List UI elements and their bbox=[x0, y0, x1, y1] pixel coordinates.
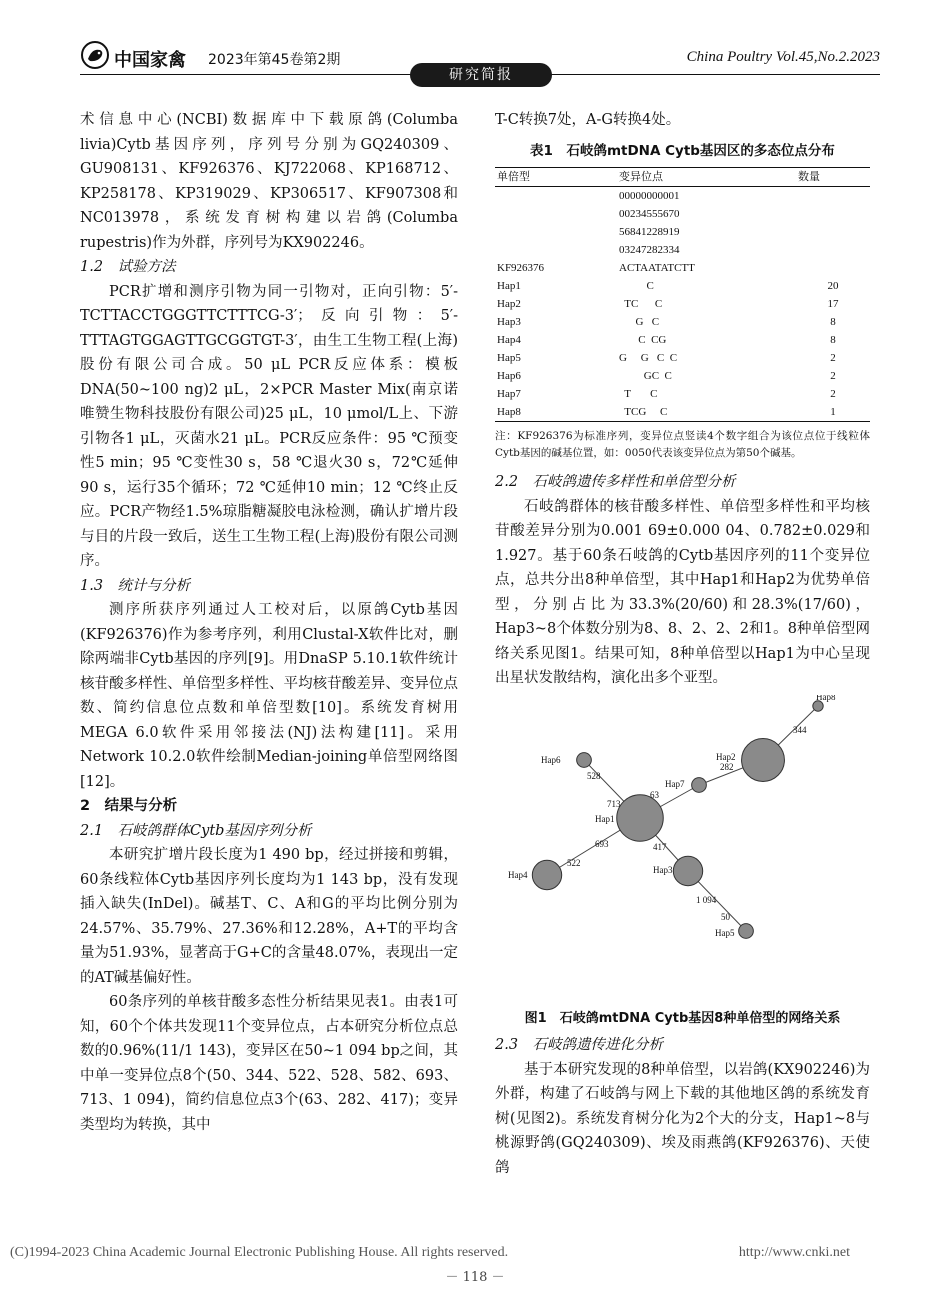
table-cell: 03247282334 bbox=[619, 244, 680, 256]
table-cell: C bbox=[619, 280, 654, 292]
table-cell: 2 bbox=[830, 388, 836, 400]
section-tag: 研究简报 bbox=[410, 63, 552, 87]
table-cell: 1 bbox=[796, 403, 870, 422]
table-row bbox=[495, 313, 870, 331]
table-cell: Hap2 bbox=[497, 298, 521, 310]
right-column bbox=[495, 108, 870, 1180]
table-cell bbox=[796, 259, 870, 277]
journal-brand: 中国家禽 bbox=[114, 50, 186, 71]
table-cell: Hap8 bbox=[495, 403, 617, 422]
node-label: Hap6 bbox=[541, 754, 561, 765]
table-row bbox=[495, 259, 870, 277]
table-header: 单倍型 bbox=[495, 168, 617, 187]
table-row bbox=[495, 223, 870, 241]
section-heading: 2 结果与分析 bbox=[80, 798, 178, 814]
table-row bbox=[495, 187, 870, 206]
journal-english: China Poultry Vol.45,No.2.2023 bbox=[686, 49, 880, 65]
table-cell bbox=[495, 205, 617, 223]
page-number: － 118 － bbox=[445, 1270, 505, 1285]
table-cell: G G C C bbox=[619, 352, 678, 364]
table-note: 注：KF926376为标准序列，变异位点竖读4个数字组合为该位点位于线粒体Cytb基因的碱基位置，如：0050代表该变异位点为第50个碱基。 bbox=[495, 430, 870, 459]
table-row bbox=[495, 385, 870, 403]
paragraph: PCR扩增和测序引物为同一引物对，正向引物：5′-TCTTACCTGGGTTCTTTCG-3′；反向引物：5′-TTTAGTGGAGTTGCGGTGT-3′，由生工生物工程(上海)股份有限公司合成。50 μL PCR反应体系：模板DNA(50~100 ng)2 μL，2×PCR Master Mix(南京诺唯赞生物科技股份有限公司)25 μL，10 μmol/L上、下游引物各1 μL，灭菌水21 μL。PCR反应条件：95 ℃预变性5 min；95 ℃变性30 s，58 ℃退火30 s，72℃延伸90 s，运行35个循环；72 ℃延伸10 min；12 ℃终止反应。PCR产物经1.5%琼脂糖凝胶电泳检测，确认扩增片段与目的片段一致后，送生工生物工程(上海)股份有限公司测序。 bbox=[80, 283, 458, 569]
table-cell: 8 bbox=[830, 334, 836, 346]
subsection-heading: 2.2 石岐鸽遗传多样性和单倍型分析 bbox=[495, 474, 736, 490]
paragraph: 60条序列的单核苷酸多态性分析结果见表1。由表1可知，60个个体共发现11个变异位点，占本研究分析位点总数的0.96%(11/1 143)，变异区在50~1 094 bp之间，其中单一变异位点8个(50、344、522、528、582、693、713、1 094)，简约信息位点3个(63、282、417)；变异类型均为转换，其中 bbox=[80, 994, 458, 1133]
footer bbox=[10, 1245, 940, 1261]
subsection-heading: 1.3 统计与分析 bbox=[80, 577, 191, 594]
table-row bbox=[495, 331, 870, 349]
node-label: Hap5 bbox=[715, 927, 735, 938]
table-caption: 表1 石岐鸽mtDNA Cytb基因区的多态位点分布 bbox=[530, 142, 835, 159]
haplotype-network-figure bbox=[495, 695, 870, 1005]
node-label: Hap7 bbox=[665, 778, 685, 789]
node-label: Hap8 bbox=[816, 694, 836, 702]
node-label: Hap3 bbox=[653, 864, 673, 875]
table-cell bbox=[796, 205, 870, 223]
table-row bbox=[495, 367, 870, 385]
edge-label: 528 bbox=[587, 770, 601, 781]
table-cell bbox=[495, 187, 617, 206]
subsection-heading: 2.1 石岐鸽群体Cytb基因序列分析 bbox=[80, 822, 312, 839]
edge-label: 522 bbox=[567, 857, 581, 868]
journal-logo-icon bbox=[80, 40, 110, 70]
node-label: Hap1 bbox=[595, 813, 615, 824]
table-cell: Hap6 bbox=[497, 370, 521, 382]
haplotype-node bbox=[739, 923, 754, 938]
haplotype-node bbox=[577, 752, 592, 767]
table-row bbox=[495, 349, 870, 367]
table-cell: 20 bbox=[827, 280, 839, 292]
table-header: 变异位点 bbox=[617, 168, 796, 187]
haplotype-node bbox=[742, 738, 785, 781]
table-cell: KF926376 bbox=[497, 262, 545, 274]
footer-url[interactable]: http://www.cnki.net bbox=[738, 1245, 850, 1260]
table-cell: 8 bbox=[830, 316, 836, 328]
table-cell: GC C bbox=[619, 370, 672, 382]
edge-label: 713 bbox=[607, 798, 621, 809]
table-cell: TC C bbox=[619, 298, 663, 310]
table-cell: 56841228919 bbox=[619, 226, 680, 238]
node-label: Hap4 bbox=[508, 869, 528, 880]
table-cell: 2 bbox=[830, 370, 836, 382]
table-cell: 2 bbox=[830, 352, 836, 364]
node-label: Hap2 bbox=[716, 751, 736, 762]
haplotype-node bbox=[673, 856, 702, 885]
copyright: (C)1994-2023 China Academic Journal Electronic Publishing House. All rights reserved. bbox=[10, 1245, 509, 1260]
table-header: 数量 bbox=[796, 168, 870, 187]
haplotype-node bbox=[532, 860, 561, 889]
table-row bbox=[495, 295, 870, 313]
edge-label: 1 094 bbox=[696, 894, 717, 905]
paragraph: T-C转换7处，A-G转换4处。 bbox=[495, 112, 681, 128]
edge-label: 344 bbox=[793, 724, 807, 735]
figure-caption: 图1 石岐鸽mtDNA Cytb基因8种单倍型的网络关系 bbox=[524, 1010, 841, 1026]
table-cell: G C bbox=[619, 316, 660, 328]
paragraph: 测序所获序列通过人工校对后，以原鸽Cytb基因(KF926376)作为参考序列，利用Clustal-X软件比对，删除两端非Cytb基因的序列[9]。用DnaSP 5.10.1软件统计核苷酸多样性、单倍型多样性、平均核苷酸差异、变异位点数、简约信息位点数和单倍型数[10]。系统发育树用MEGA 6.0软件采用邻接法(NJ)法构建[11]。采用Network 10.2.0软件绘制Median-joining单倍型网络图[12]。 bbox=[80, 602, 458, 790]
haplotype-node bbox=[692, 777, 707, 792]
haplotype-node bbox=[617, 794, 664, 841]
edge-label: 693 bbox=[595, 838, 609, 849]
table-row bbox=[495, 241, 870, 259]
table-cell: 00234555670 bbox=[619, 208, 680, 220]
table-cell bbox=[796, 187, 870, 206]
table-cell: Hap7 bbox=[497, 388, 521, 400]
table-cell: TCG C bbox=[617, 403, 796, 422]
table-cell: 17 bbox=[827, 298, 839, 310]
paragraph: 术信息中心(NCBI)数据库中下载原鸽(Columba livia)Cytb基因序列，序列号分别为GQ240309、GU908131、KF926376、KJ722068、KP168712、KP258178、KP319029、KP306517、KF907308和NC013978，系统发育树构建以岩鸽(Columba rupestris)作为外群，序列号为KX902246。 bbox=[80, 112, 458, 251]
polymorphism-table bbox=[495, 167, 870, 422]
issue-info: 2023年第45卷第2期 bbox=[208, 52, 341, 68]
edge-label: 417 bbox=[653, 841, 667, 852]
table-row bbox=[495, 205, 870, 223]
paragraph: 石岐鸽群体的核苷酸多样性、单倍型多样性和平均核苷酸差异分别为0.001 69±0.000 04、0.782±0.029和1.927。基于60条石岐鸽的Cytb基因序列的11个变异位点，总共分出8种单倍型，其中Hap1和Hap2为优势单倍型，分别占比为33.3%(20/60)和28.3%(17/60)，Hap3~8个体数分别为8、8、2、2、2和1。8种单倍型网络关系见图1。结果可知，8种单倍型以Hap1为中心呈现出星状发散结构，演化出多个亚型。 bbox=[495, 498, 870, 686]
subsection-heading: 1.2 试验方法 bbox=[80, 259, 176, 275]
table-cell: Hap5 bbox=[497, 352, 521, 364]
subsection-heading: 2.3 石岐鸽遗传进化分析 bbox=[495, 1037, 664, 1053]
table-row bbox=[495, 403, 870, 422]
left-column bbox=[80, 108, 458, 1137]
table-cell: Hap3 bbox=[497, 316, 521, 328]
network-diagram bbox=[495, 695, 870, 1005]
table-cell: Hap1 bbox=[497, 280, 521, 292]
paragraph: 本研究扩增片段长度为1 490 bp，经过拼接和剪辑，60条线粒体Cytb基因序列长度均为1 143 bp，没有发现插入缺失(InDel)。碱基T、C、A和G的平均比例分别为24.57%、35.79%、27.36%和12.28%，A+T的平均含量为51.93%，显著高于G+C的含量48.07%，表现出一定的AT碱基偏好性。 bbox=[80, 847, 458, 986]
table-cell: 00000000001 bbox=[619, 190, 680, 202]
table-cell bbox=[796, 241, 870, 259]
table-cell: T C bbox=[619, 388, 658, 400]
haplotype-node bbox=[813, 700, 823, 710]
edge-label: 282 bbox=[720, 761, 734, 772]
table-cell: ACTAATATCTT bbox=[619, 262, 695, 274]
table-row bbox=[495, 277, 870, 295]
table-cell bbox=[495, 223, 617, 241]
table-cell bbox=[796, 223, 870, 241]
edge-label: 50 bbox=[721, 911, 730, 922]
paragraph: 基于本研究发现的8种单倍型，以岩鸽(KX902246)为外群，构建了石岐鸽与网上下载的其他地区鸽的系统发育树(见图2)。系统发育树分化为2个大的分支，Hap1~8与桃源野鸽(GQ240309)、埃及雨燕鸽(KF926376)、天使鸽 bbox=[495, 1061, 870, 1176]
table-cell: Hap4 bbox=[497, 334, 521, 346]
table-cell: C CG bbox=[619, 334, 667, 346]
table-cell bbox=[495, 241, 617, 259]
edge-label: 63 bbox=[650, 789, 659, 800]
